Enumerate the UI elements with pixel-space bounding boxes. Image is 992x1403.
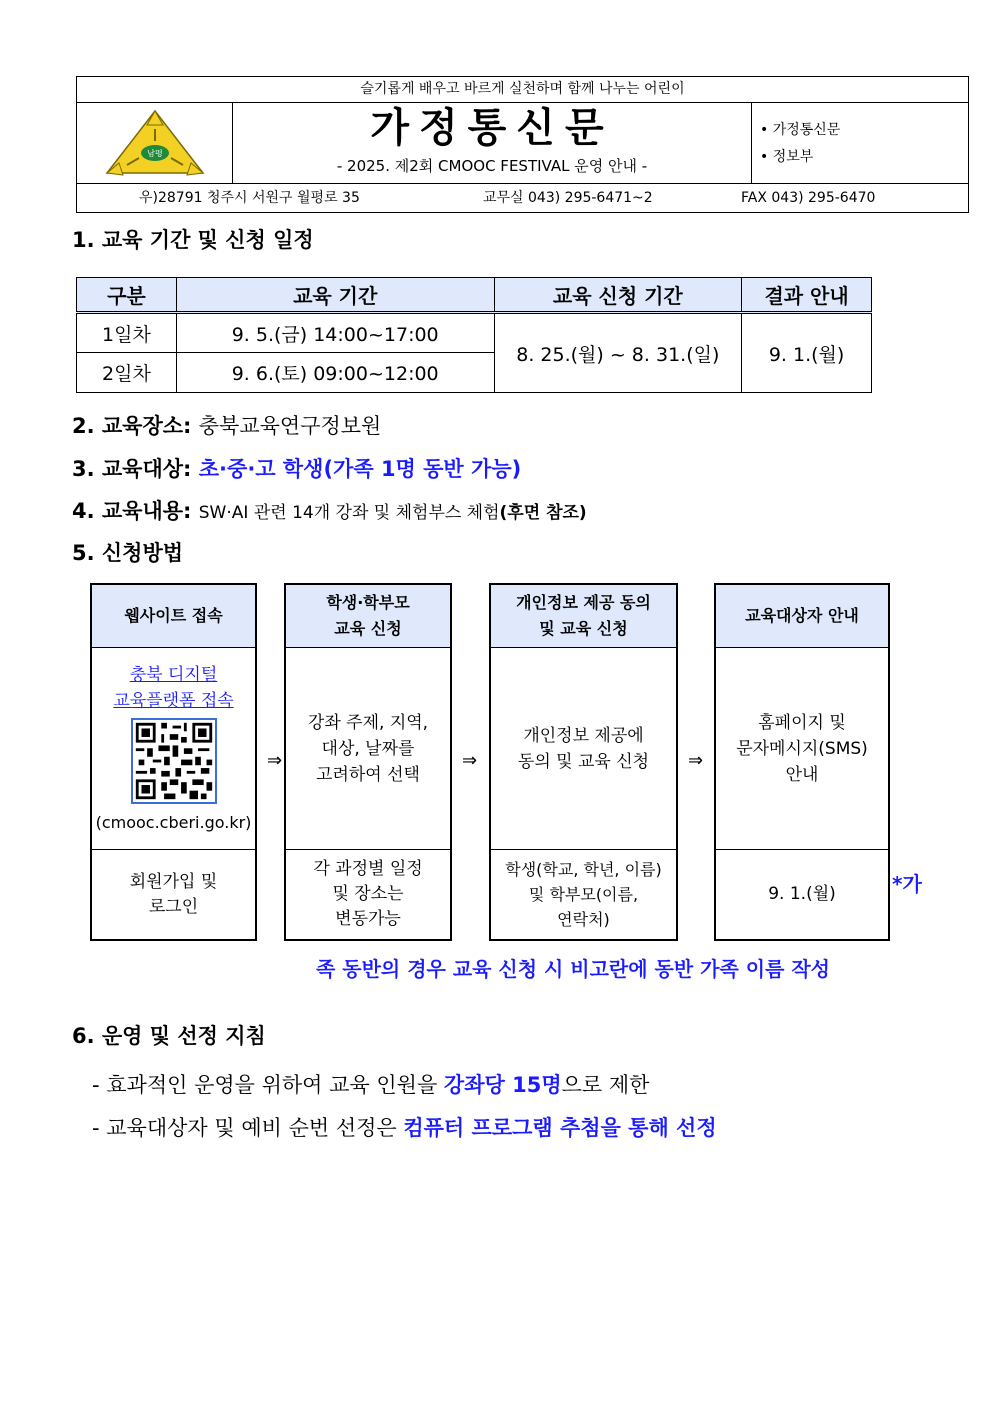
side-info [752, 103, 968, 183]
school-motto: 슬기롭게 배우고 바르게 실천하며 함께 나누는 어린이 [77, 77, 968, 103]
guideline-text: - 효과적인 운영을 위하여 교육 인원을 [92, 1073, 444, 1097]
section3-label: 3. 교육대상: [72, 457, 192, 481]
step-foot-line: 및 학부모(이름, [528, 885, 639, 904]
step-consent [489, 583, 678, 941]
period-cell: 9. 5.(금) 14:00~17:00 [176, 313, 494, 353]
section4-value: SW·AI 관련 14개 강좌 및 체험부스 체험 [198, 503, 500, 523]
school-address: 우)28791 청주시 서원구 월평로 35 [139, 190, 360, 206]
side-item-type: • 가정통신문 [760, 122, 841, 138]
qr-code-icon[interactable] [131, 718, 217, 804]
logo-cell [77, 103, 233, 183]
step-title: 및 교육 신청 [539, 619, 628, 638]
day-cell: 2일차 [77, 353, 177, 393]
step-body-line: 홈페이지 및 [758, 712, 846, 733]
step-body-line: 개인정보 제공에 [523, 725, 644, 746]
step-foot-line: 로그인 [148, 896, 199, 917]
arrow-icon: ⇒ [267, 750, 283, 771]
section2-line [72, 410, 381, 440]
day-cell: 1일차 [77, 313, 177, 353]
step-body-line: 문자메시지(SMS) [736, 738, 868, 759]
step-body-line: 고려하여 선택 [316, 764, 420, 785]
table-row [77, 313, 872, 353]
section5-heading: 5. 신청방법 [72, 541, 184, 565]
page-title: 가정통신문 [370, 105, 614, 151]
step-title: 개인정보 제공 동의 [516, 593, 651, 612]
step-title: 교육대상자 안내 [716, 585, 888, 648]
apply-period-cell: 8. 25.(월) ~ 8. 31.(일) [494, 313, 742, 393]
result-date-cell: 9. 1.(월) [742, 313, 872, 393]
school-logo [77, 103, 233, 183]
step-title: 웹사이트 접속 [92, 585, 255, 648]
step-body-line: 동의 및 교육 신청 [517, 751, 650, 772]
arrow-icon: ⇒ [688, 750, 704, 771]
section4-label: 4. 교육내용: [72, 499, 192, 523]
section3-value: 초·중·고 학생(가족 1명 동반 가능) [198, 457, 522, 481]
section1-heading: 1. 교육 기간 및 신청 일정 [72, 228, 314, 252]
guideline-emphasis: 컴퓨터 프로그램 추첨을 통해 선정 [403, 1116, 717, 1140]
step-body-line: 안내 [785, 764, 819, 785]
section4-note: (후면 참조) [499, 503, 587, 523]
family-note-start: *가 [892, 872, 922, 896]
step-notice [714, 583, 890, 941]
step-foot-line: 변동가능 [335, 909, 401, 929]
step-foot-line: 학생(학교, 학년, 이름) [505, 860, 662, 879]
step-foot-line: 9. 1.(월) [768, 884, 836, 904]
step-foot-line: 및 장소는 [332, 884, 404, 904]
guideline-text: - 교육대상자 및 예비 순번 선정은 [92, 1116, 404, 1140]
section6-heading: 6. 운영 및 선정 지침 [72, 1024, 266, 1048]
letter-header [76, 76, 969, 213]
section2-label: 2. 교육장소: [72, 414, 192, 438]
guideline-emphasis: 강좌당 15명 [443, 1073, 562, 1097]
section2-value: 충북교육연구정보원 [198, 414, 382, 438]
platform-link-2[interactable]: 교육플랫폼 접속 [113, 690, 234, 711]
step-body-line: 강좌 주제, 지역, [307, 712, 429, 733]
step-body-line: 대상, 날짜를 [321, 738, 415, 759]
side-item-dept: • 정보부 [760, 149, 814, 165]
schedule-table [76, 277, 872, 393]
col-apply: 교육 신청 기간 [494, 278, 742, 313]
fax-number: FAX 043) 295-6470 [741, 190, 876, 206]
col-period: 교육 기간 [176, 278, 494, 313]
guideline-line-1 [92, 1069, 649, 1099]
title-cell [233, 103, 752, 183]
col-result: 결과 안내 [742, 278, 872, 313]
guideline-text: 으로 제한 [561, 1073, 650, 1097]
office-phone: 교무실 043) 295-6471~2 [483, 190, 653, 206]
step-foot-line: 연락처) [557, 910, 610, 929]
arrow-icon: ⇒ [462, 750, 478, 771]
logo-text: 남평 [147, 149, 163, 158]
section3-line [72, 453, 521, 483]
platform-url: (cmooc.cberi.go.kr) [95, 812, 252, 832]
step-foot-line: 각 과정별 일정 [313, 859, 423, 879]
period-cell: 9. 6.(토) 09:00~12:00 [176, 353, 494, 393]
step-apply [284, 583, 452, 941]
step-foot-line: 회원가입 및 [129, 871, 218, 892]
page-subtitle: - 2025. 제2회 CMOOC FESTIVAL 운영 안내 - [336, 157, 648, 175]
step-title: 교육 신청 [334, 619, 402, 638]
col-category: 구분 [77, 278, 177, 313]
step-website [90, 583, 257, 941]
family-note: 족 동반의 경우 교육 신청 시 비고란에 동반 가족 이름 작성 [316, 957, 830, 981]
contact-bar [77, 183, 968, 213]
section4-line [72, 495, 587, 525]
step-title: 학생·학부모 [326, 593, 410, 612]
guideline-line-2 [92, 1112, 717, 1142]
platform-link[interactable]: 충북 디지털 [129, 664, 218, 685]
